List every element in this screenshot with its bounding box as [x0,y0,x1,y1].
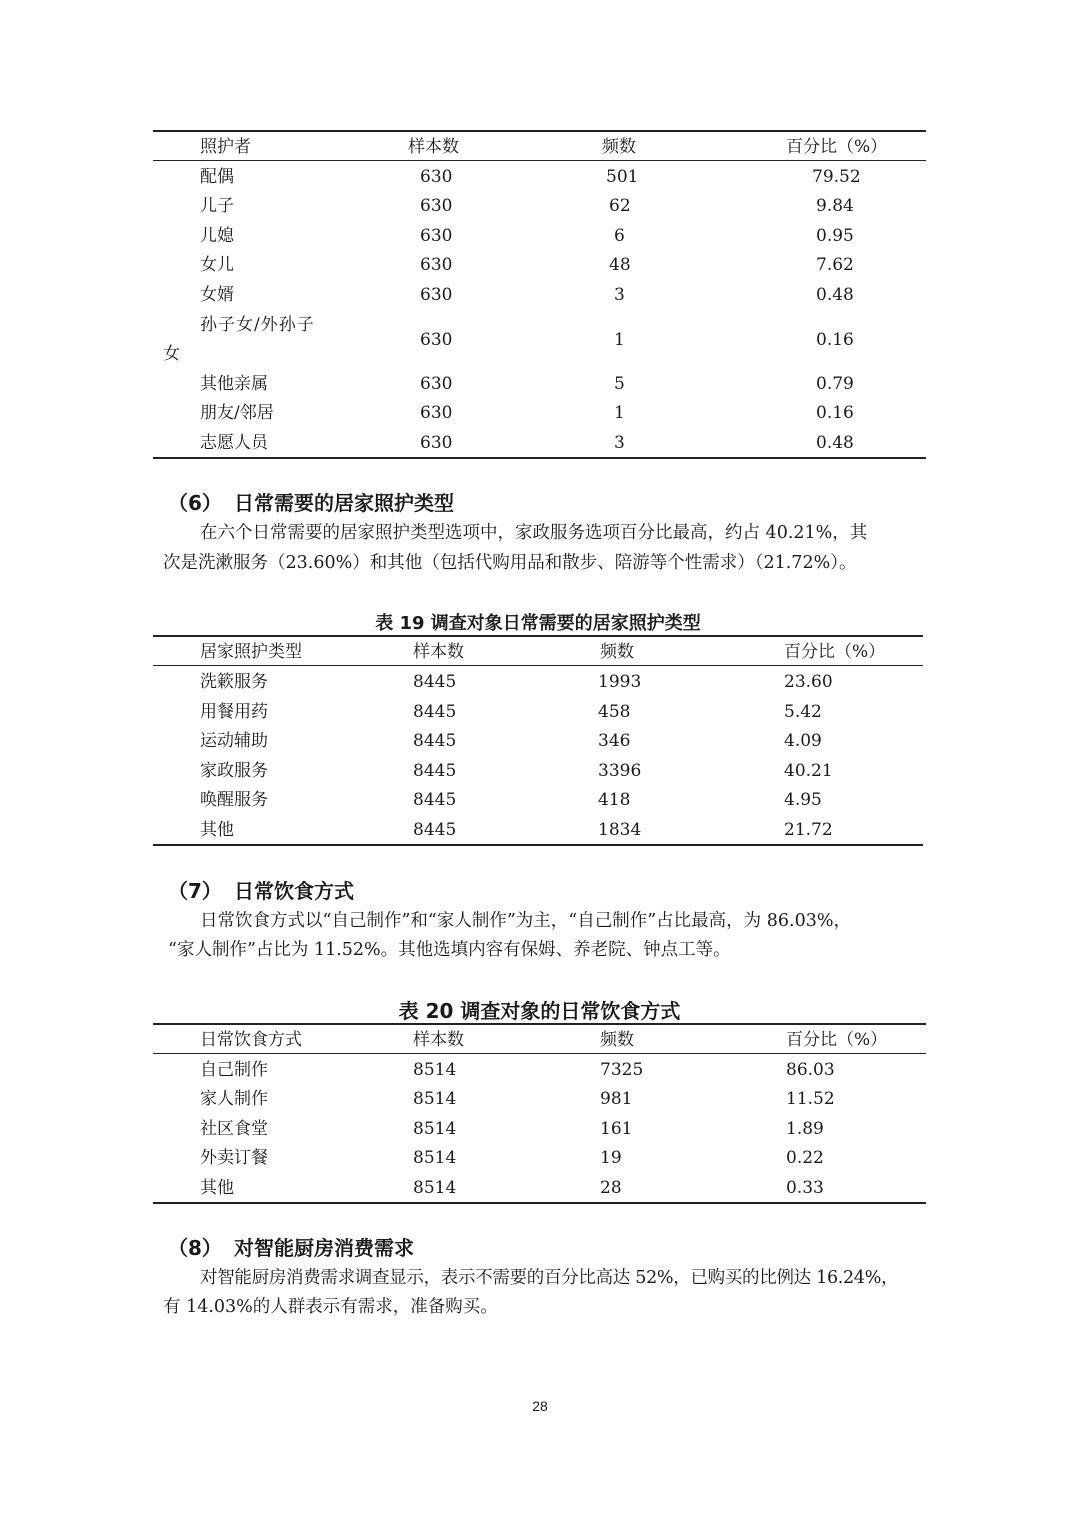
table-row: 外卖订餐 [200,1148,268,1168]
table-row: 5 [614,374,625,394]
section-7-heading [168,879,354,903]
table-row: 配偶 [200,167,234,187]
table-20-header-rule [153,1053,926,1054]
table-row: 1 [614,330,625,350]
table-row: 其他 [200,820,234,840]
table-row: 5.42 [784,702,822,722]
table-18-header-rule [153,160,926,161]
table-row: 其他亲属 [200,374,268,394]
table-row: 630 [420,433,453,453]
table-row: 21.72 [784,820,833,840]
section-6-line-1: 在六个日常需要的居家照护类型选项中，家政服务选项百分比最高，约占 40.21%，其 [200,523,868,543]
table-row: 自己制作 [200,1060,268,1080]
table-row: 0.48 [816,433,854,453]
table-row: 8514 [413,1060,457,1080]
table-19-header-type: 居家照护类型 [200,642,302,662]
table-row: 630 [420,255,453,275]
section-7-number: （7） [168,879,222,903]
table-row: 社区食堂 [200,1119,268,1139]
table-row: 志愿人员 [200,433,268,453]
table-row: 女儿 [200,255,234,275]
table-row: 630 [420,196,453,216]
table-row: 0.16 [816,403,854,423]
table-row: 1834 [598,820,642,840]
table-row: 630 [420,285,453,305]
section-8-number: （8） [168,1236,222,1260]
table-20-header-freq: 频数 [600,1030,634,1050]
table-row: 79.52 [812,167,861,187]
section-8-line-2: 有 14.03%的人群表示有需求，准备购买。 [163,1297,498,1317]
table-row: 0.48 [816,285,854,305]
section-7-line-2: “家人制作”占比为 11.52%。其他选填内容有保姆、养老院、钟点工等。 [168,940,731,960]
section-7-title: 日常饮食方式 [234,879,354,903]
table-row: 朋友/邻居 [200,403,274,423]
table-row: 唤醒服务 [200,790,268,810]
table-18-header-pct: 百分比（%） [786,137,888,157]
table-row: 62 [609,196,631,216]
table-row: 630 [420,167,453,187]
table-row: 8514 [413,1089,457,1109]
table-row: 630 [420,403,453,423]
table-19-caption: 表 19 调查对象日常需要的居家照护类型 [375,613,701,634]
table-18-header-freq: 频数 [602,137,636,157]
table-20-header-sample: 样本数 [413,1030,464,1050]
table-19-top-rule [153,635,923,637]
table-20-bottom-rule [153,1202,926,1204]
table-row: 用餐用药 [200,702,268,722]
table-row: 11.52 [786,1089,835,1109]
table-row: 86.03 [786,1060,835,1080]
table-row: 981 [600,1089,633,1109]
table-20-header-method: 日常饮食方式 [200,1030,302,1050]
table-row: 0.33 [786,1178,824,1198]
table-row: 4.09 [784,731,822,751]
table-row: 28 [600,1178,622,1198]
table-18-bottom-rule [153,457,926,459]
table-row: 儿子 [200,196,234,216]
section-6-number: （6） [168,491,222,515]
table-19-bottom-rule [153,844,923,846]
table-row: 8514 [413,1119,457,1139]
table-row: 孙子女/外孙子 [200,315,315,335]
table-row-wrap: 女 [163,344,180,364]
section-7-line-1: 日常饮食方式以“自己制作”和“家人制作”为主，“自己制作”占比最高，为 86.03%， [200,911,851,931]
table-row: 8445 [413,672,457,692]
table-19-header-rule [153,665,923,666]
table-row: 23.60 [784,672,833,692]
table-row: 9.84 [816,196,854,216]
table-row: 3 [614,433,625,453]
section-8-line-1: 对智能厨房消费需求调查显示，表示不需要的百分比高达 52%，已购买的比例达 16.24%， [200,1268,899,1288]
table-row: 洗簌服务 [200,672,268,692]
table-row: 40.21 [784,761,833,781]
section-8-title: 对智能厨房消费需求 [234,1236,414,1260]
table-row: 8445 [413,731,457,751]
section-8-heading [168,1236,414,1260]
table-row: 运动辅助 [200,731,268,751]
table-18-top-rule [153,130,926,132]
table-row: 458 [598,702,631,722]
table-row: 8445 [413,790,457,810]
table-row: 418 [598,790,631,810]
section-6-title: 日常需要的居家照护类型 [234,491,454,515]
page-number: 28 [532,1398,548,1414]
section-6-heading [168,491,454,515]
table-20-caption: 表 20 调查对象的日常饮食方式 [398,999,681,1023]
table-row: 7325 [600,1060,644,1080]
table-row: 501 [606,167,639,187]
table-row: 0.95 [816,226,854,246]
table-row: 1993 [598,672,642,692]
table-row: 8445 [413,820,457,840]
section-6-line-2: 次是洗漱服务（23.60%）和其他（包括代购用品和散步、陪游等个性需求）（21.72%）。 [163,553,857,573]
table-row: 7.62 [816,255,854,275]
table-row: 0.22 [786,1148,824,1168]
table-row: 1.89 [786,1119,824,1139]
table-row: 0.79 [816,374,854,394]
table-row: 4.95 [784,790,822,810]
table-row: 8445 [413,702,457,722]
table-row: 女婿 [200,285,234,305]
table-row: 3396 [598,761,642,781]
table-row: 630 [420,330,453,350]
table-row: 630 [420,226,453,246]
table-20-top-rule [153,1023,926,1025]
table-18-header-sample: 样本数 [408,137,459,157]
table-row: 其他 [200,1178,234,1198]
table-row: 8445 [413,761,457,781]
table-row: 630 [420,374,453,394]
table-row: 19 [600,1148,622,1168]
table-row: 家政服务 [200,761,268,781]
table-18-header-caregiver: 照护者 [200,137,251,157]
table-row: 48 [609,255,631,275]
table-row: 8514 [413,1178,457,1198]
table-19-header-freq: 频数 [600,642,634,662]
table-row: 家人制作 [200,1089,268,1109]
table-row: 8514 [413,1148,457,1168]
table-row: 161 [600,1119,633,1139]
table-row: 6 [614,226,625,246]
table-row: 3 [614,285,625,305]
table-row: 346 [598,731,631,751]
table-19-header-pct: 百分比（%） [784,642,886,662]
table-20-header-pct: 百分比（%） [786,1030,888,1050]
table-row: 0.16 [816,330,854,350]
table-row: 1 [614,403,625,423]
table-row: 儿媳 [200,226,234,246]
table-19-header-sample: 样本数 [413,642,464,662]
